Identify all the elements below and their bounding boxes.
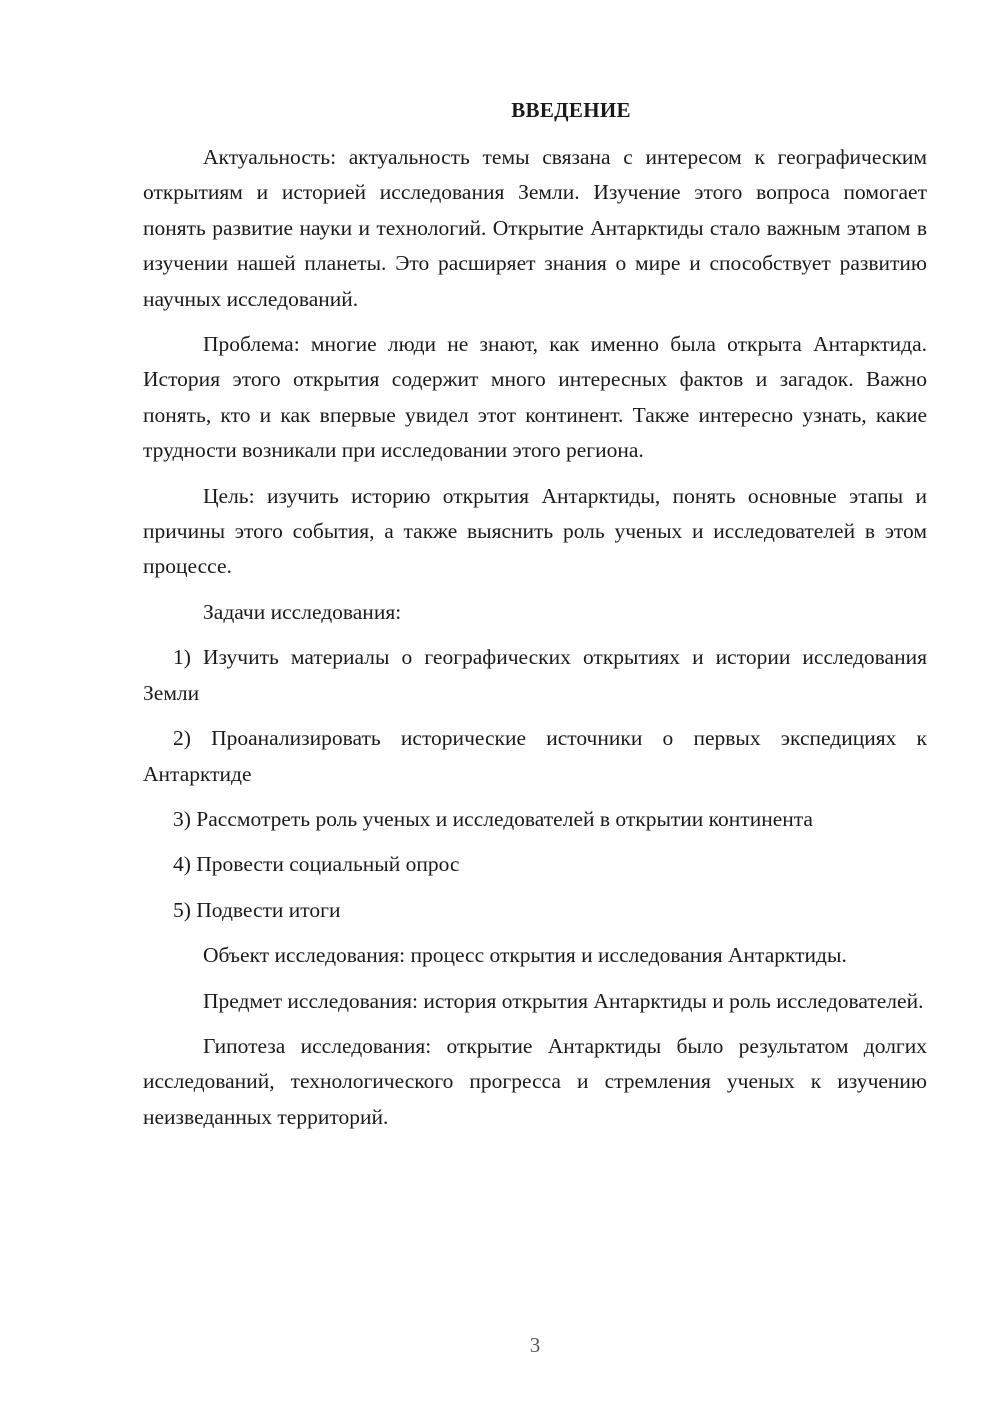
task-item-3: 3) Рассмотреть роль ученых и исследователей в открытии континента bbox=[173, 806, 813, 831]
paragraph-problem: Проблема: многие люди не знают, как именно была открыта Антарктида. История этого открытия содержит много интересных фактов и загадок. Важно понять, кто и как впервые увидел этот континент. Также интересно узнать, какие трудности возникали при исследовании этого региона. bbox=[143, 332, 927, 463]
paragraph-hypothesis: Гипотеза исследования: открытие Антарктиды было результатом долгих исследований, технологического прогресса и стремления ученых к изучению неизведанных территорий. bbox=[143, 1033, 927, 1129]
page-body bbox=[143, 93, 927, 1145]
paragraph-object: Объект исследования: процесс открытия и исследования Антарктиды. bbox=[203, 943, 847, 968]
task-item-2: 2) Проанализировать исторические источники о первых экспедициях к Антарктиде bbox=[143, 726, 927, 786]
paragraph-goal: Цель: изучить историю открытия Антарктиды, понять основные этапы и причины этого события, а также выяснить роль ученых и исследователей в этом процессе. bbox=[143, 483, 927, 579]
tasks-heading: Задачи исследования: bbox=[203, 599, 402, 624]
paragraph-relevance: Актуальность: актуальность темы связана с интересом к географическим открытиям и историей исследования Земли. Изучение этого вопроса помогает понять развитие науки и технологий. Открытие Антарктиды стало важным этапом в изучении нашей планеты. Это расширяет знания о мире и способствует развитию научных исследований. bbox=[143, 145, 927, 311]
paragraph-subject: Предмет исследования: история открытия Антарктиды и роль исследователей. bbox=[203, 988, 924, 1013]
task-item-5: 5) Подвести итоги bbox=[173, 897, 341, 922]
task-item-4: 4) Провести социальный опрос bbox=[173, 852, 460, 877]
task-item-1: 1) Изучить материалы о географических открытиях и истории исследования Земли bbox=[143, 645, 927, 705]
section-title: ВВЕДЕНИЕ bbox=[511, 98, 631, 122]
page-number: 3 bbox=[529, 1333, 541, 1357]
